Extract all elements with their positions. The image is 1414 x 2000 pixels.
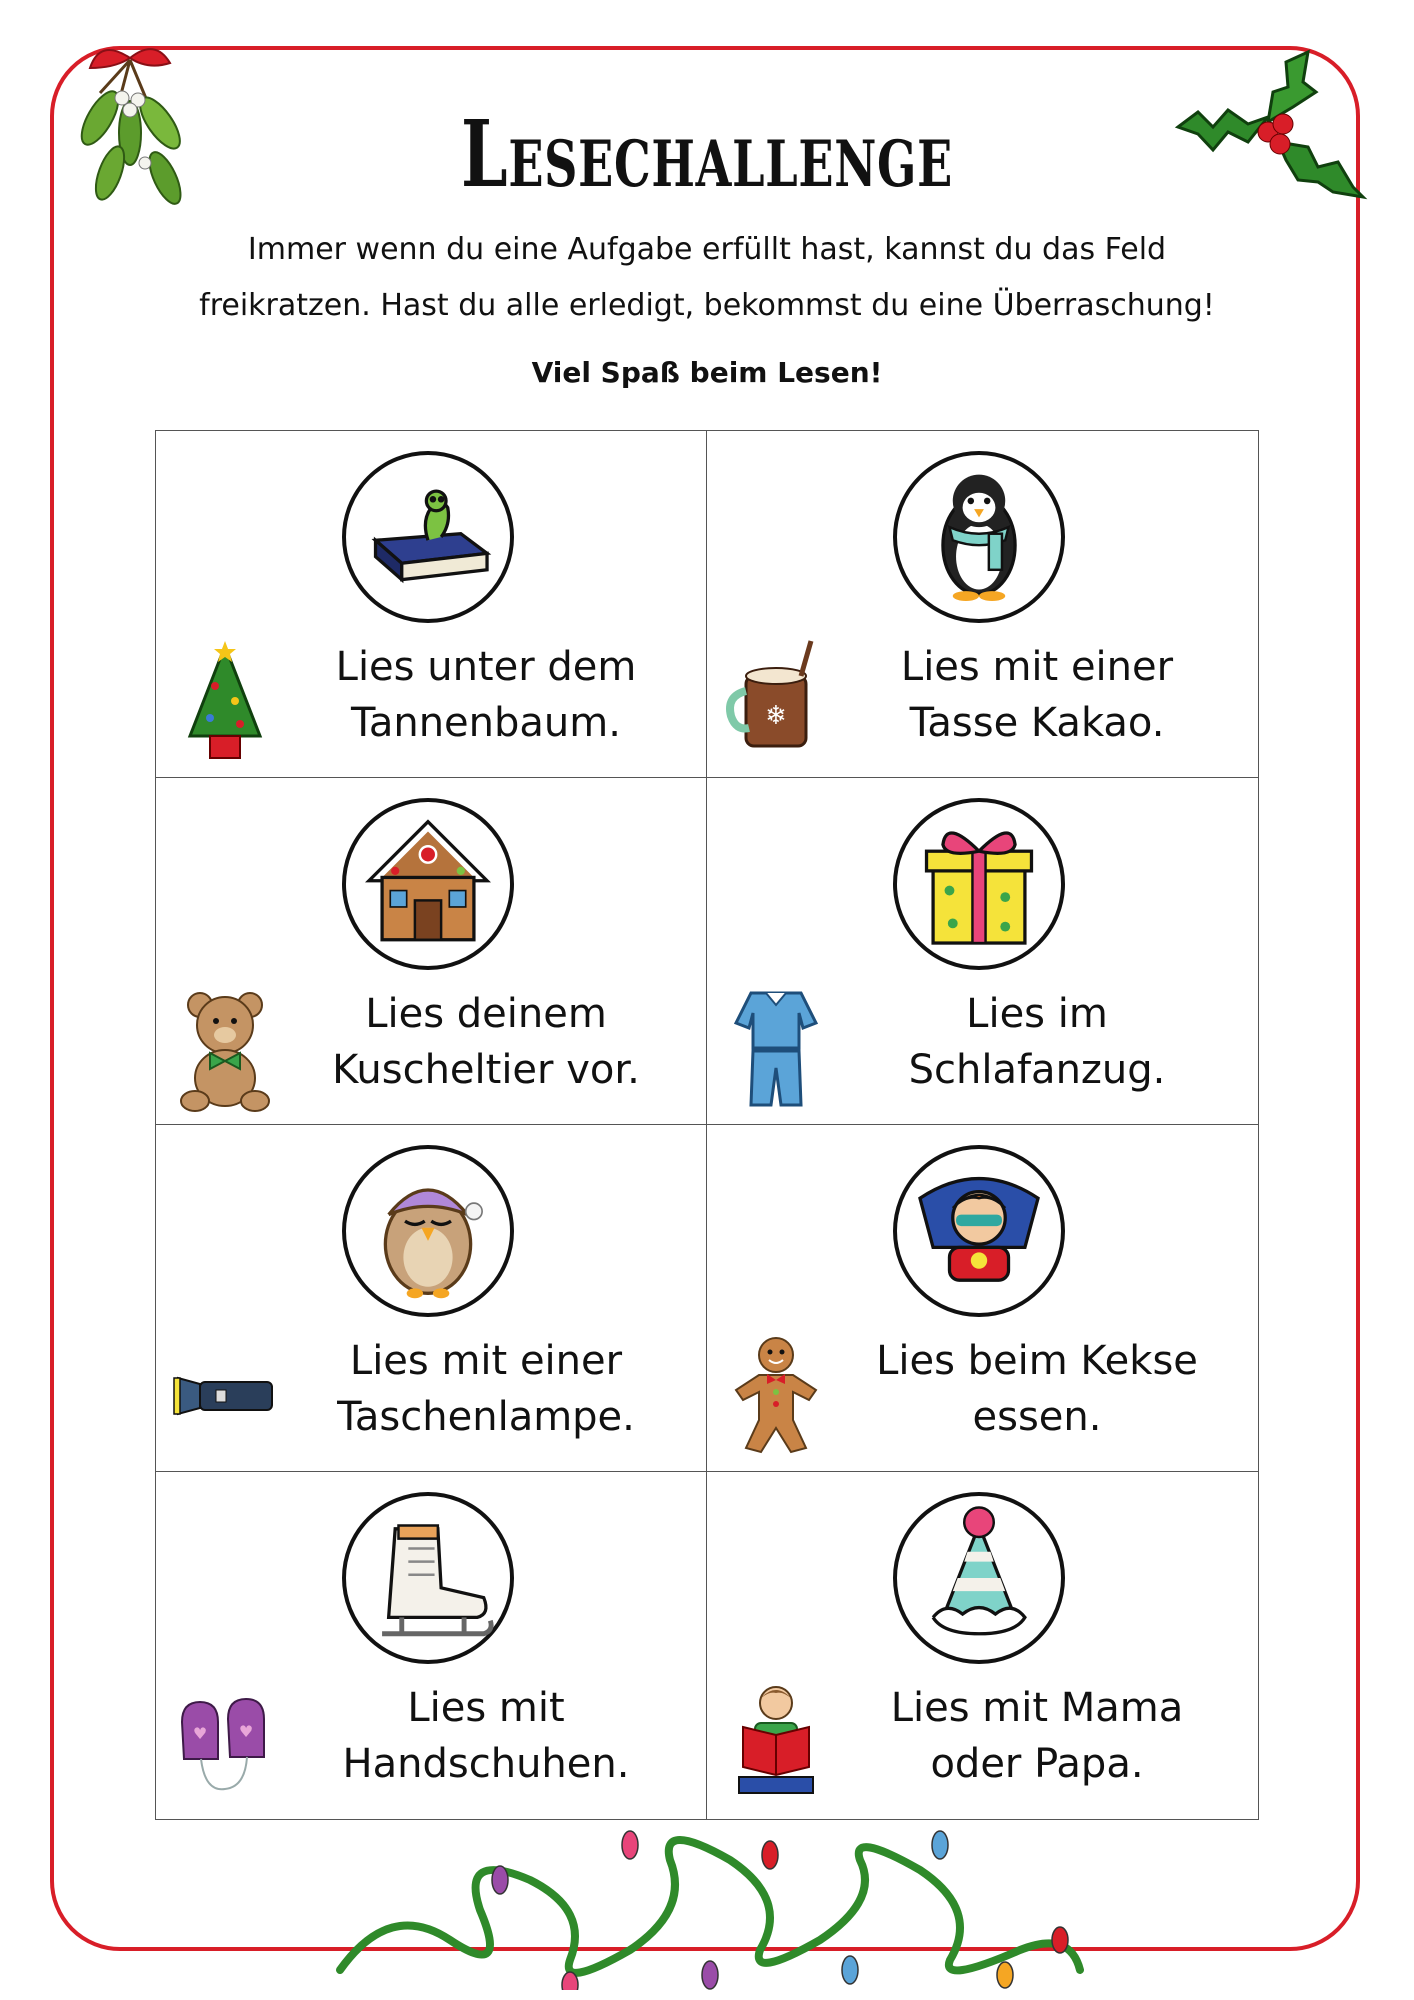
christmas-tree-icon (170, 636, 280, 766)
gift-icon (893, 798, 1065, 970)
task-line-1: Lies deinem (365, 991, 607, 1037)
challenge-cell[interactable] (156, 431, 707, 778)
pajamas-icon (721, 983, 831, 1113)
instructions (150, 222, 1264, 334)
challenge-cell[interactable] (707, 778, 1258, 1125)
challenge-cell[interactable] (156, 778, 707, 1125)
gingerbread-man-icon (721, 1330, 831, 1460)
task-line-1: Lies mit Mama (890, 1685, 1184, 1731)
task-line-2: Schlafanzug. (908, 1047, 1166, 1093)
challenge-cell[interactable] (707, 1125, 1258, 1472)
task-line-2: oder Papa. (930, 1741, 1144, 1787)
task-text (296, 1680, 676, 1792)
task-text (847, 1680, 1227, 1792)
svg-text:♥: ♥ (192, 1724, 208, 1743)
ice-skate-icon (342, 1492, 514, 1664)
superhero-icon (893, 1145, 1065, 1317)
svg-text:♥: ♥ (238, 1722, 254, 1741)
task-text (847, 986, 1227, 1098)
mittens-icon (170, 1677, 280, 1807)
task-line-1: Lies mit (407, 1685, 565, 1731)
party-hat-icon (893, 1492, 1065, 1664)
task-line-1: Lies im (966, 991, 1108, 1037)
gingerbread-house-icon (342, 798, 514, 970)
challenge-cell[interactable] (156, 1472, 707, 1819)
page-title: Lesechallenge (461, 100, 953, 208)
instructions-line-1: Immer wenn du eine Aufgabe erfüllt hast, kannst du das Feld (247, 232, 1167, 267)
flashlight-icon (170, 1330, 280, 1460)
teddy-bear-icon (170, 983, 280, 1113)
task-text (296, 986, 676, 1098)
challenge-cell[interactable] (156, 1125, 707, 1472)
task-text (847, 1333, 1227, 1445)
task-line-1: Lies mit einer (349, 1338, 623, 1384)
instructions-line-2: freikratzen. Hast du alle erledigt, bekommst du eine Überraschung! (199, 288, 1215, 323)
task-line-2: Tannenbaum. (351, 700, 621, 746)
task-text (296, 1333, 676, 1445)
task-line-2: Handschuhen. (342, 1741, 630, 1787)
task-line-2: Kuscheltier vor. (332, 1047, 640, 1093)
owl-icon (342, 1145, 514, 1317)
task-text (847, 639, 1227, 751)
svg-text:❄: ❄ (765, 701, 787, 731)
task-line-2: Tasse Kakao. (909, 700, 1165, 746)
task-line-1: Lies unter dem (335, 644, 637, 690)
penguin-icon (893, 451, 1065, 623)
challenge-cell[interactable] (707, 431, 1258, 778)
task-line-1: Lies beim Kekse (876, 1338, 1198, 1384)
task-line-2: essen. (972, 1394, 1102, 1440)
cocoa-mug-icon (721, 636, 831, 766)
task-line-2: Taschenlampe. (337, 1394, 635, 1440)
challenge-grid (155, 430, 1259, 1820)
bookworm-icon (342, 451, 514, 623)
mistletoe-icon (60, 38, 210, 213)
task-line-1: Lies mit einer (900, 644, 1174, 690)
motto: Viel Spaß beim Lesen! (531, 356, 883, 389)
christmas-lights-icon (330, 1820, 1090, 1990)
challenge-cell[interactable] (707, 1472, 1258, 1819)
reading-child-icon (721, 1677, 831, 1807)
task-text (296, 639, 676, 751)
